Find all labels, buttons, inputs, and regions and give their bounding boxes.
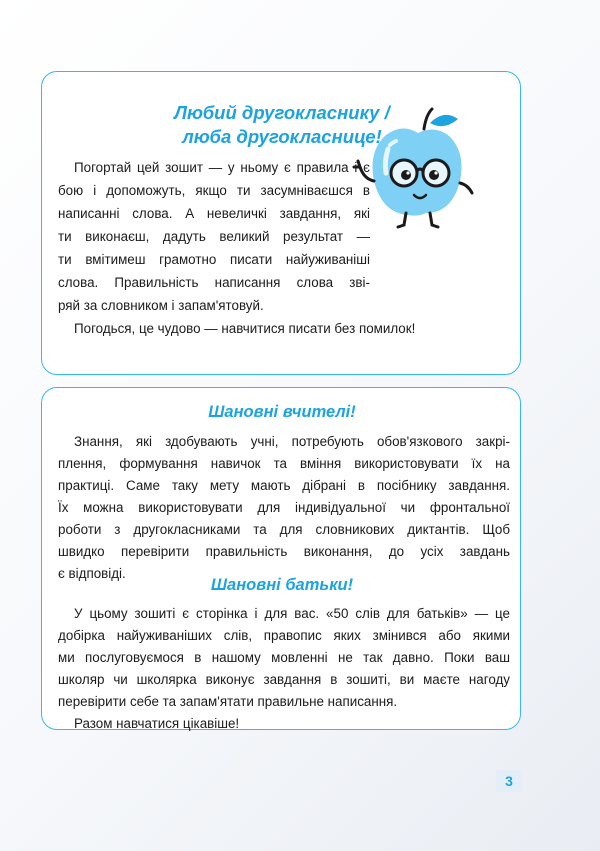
parents-line-5: перевірити себе та запам'ятати правильне написання.	[58, 694, 398, 709]
parents-heading: Шановні батьки!	[210, 576, 354, 594]
parents-line-6: Разом навчатися цікавіше!	[74, 716, 240, 731]
intro-line-5: ти вмітимеш грамотно писати найуживаніші	[58, 252, 370, 267]
intro-line-2: бою і допоможуть, якщо ти засумніваєшся в	[58, 183, 370, 198]
parents-line-1: У цьому зошиті є сторінка і для вас. «50 слів для батьків» — це	[74, 606, 510, 621]
parents-line-4: школяр чи школярка виконує завдання в зошиті, ви маєте нагоду	[58, 672, 510, 687]
intro-line-4: ти виконаєш, дадуть великий результат —	[58, 229, 370, 244]
intro-line-1: Погортай цей зошит — у ньому є правила і є	[74, 160, 370, 175]
intro-line-3: написанні слова. А невеличкі завдання, які	[58, 206, 370, 221]
teachers-line-5: роботи з другокласниками та для словникових диктантів. Щоб	[58, 522, 510, 537]
parents-line-3: ми послуговуємося в нашому мовленні не так давно. Поки ваш	[58, 650, 510, 665]
intro-line-7: ряй за словником і запам'ятовуй.	[58, 298, 264, 313]
teachers-line-4: Їх можна використовувати для індивідуальної чи фронтальної	[58, 500, 510, 515]
parents-line-2: добірка найуживаніших слів, правопис яких змінився або якими	[58, 628, 510, 643]
teachers-line-1: Знання, які здобувають учні, потребують обов'язкового закрі-	[74, 434, 510, 449]
intro-title-line1: Любий другокласнику /	[174, 102, 390, 123]
teachers-line-2: плення, формування навичок та вміння використовувати їх на	[58, 456, 510, 471]
teachers-line-6: швидко перевірити правильність виконання, до усіх завдань	[58, 544, 510, 559]
intro-line-8: Погодься, це чудово — навчитися писати без помилок!	[74, 321, 416, 336]
intro-title-line2: люба другокласнице!	[182, 126, 382, 147]
intro-line-6: слова. Правильність написання слова зві-	[58, 275, 370, 290]
teachers-line-3: практиці. Саме таку мету мають дібрані в посібнику завдання.	[58, 478, 510, 493]
apple-with-glasses-icon	[352, 101, 482, 231]
page-number: 3	[496, 770, 522, 792]
teachers-heading: Шановні вчителі!	[208, 403, 356, 421]
teachers-line-7: є відповіді.	[58, 566, 126, 581]
